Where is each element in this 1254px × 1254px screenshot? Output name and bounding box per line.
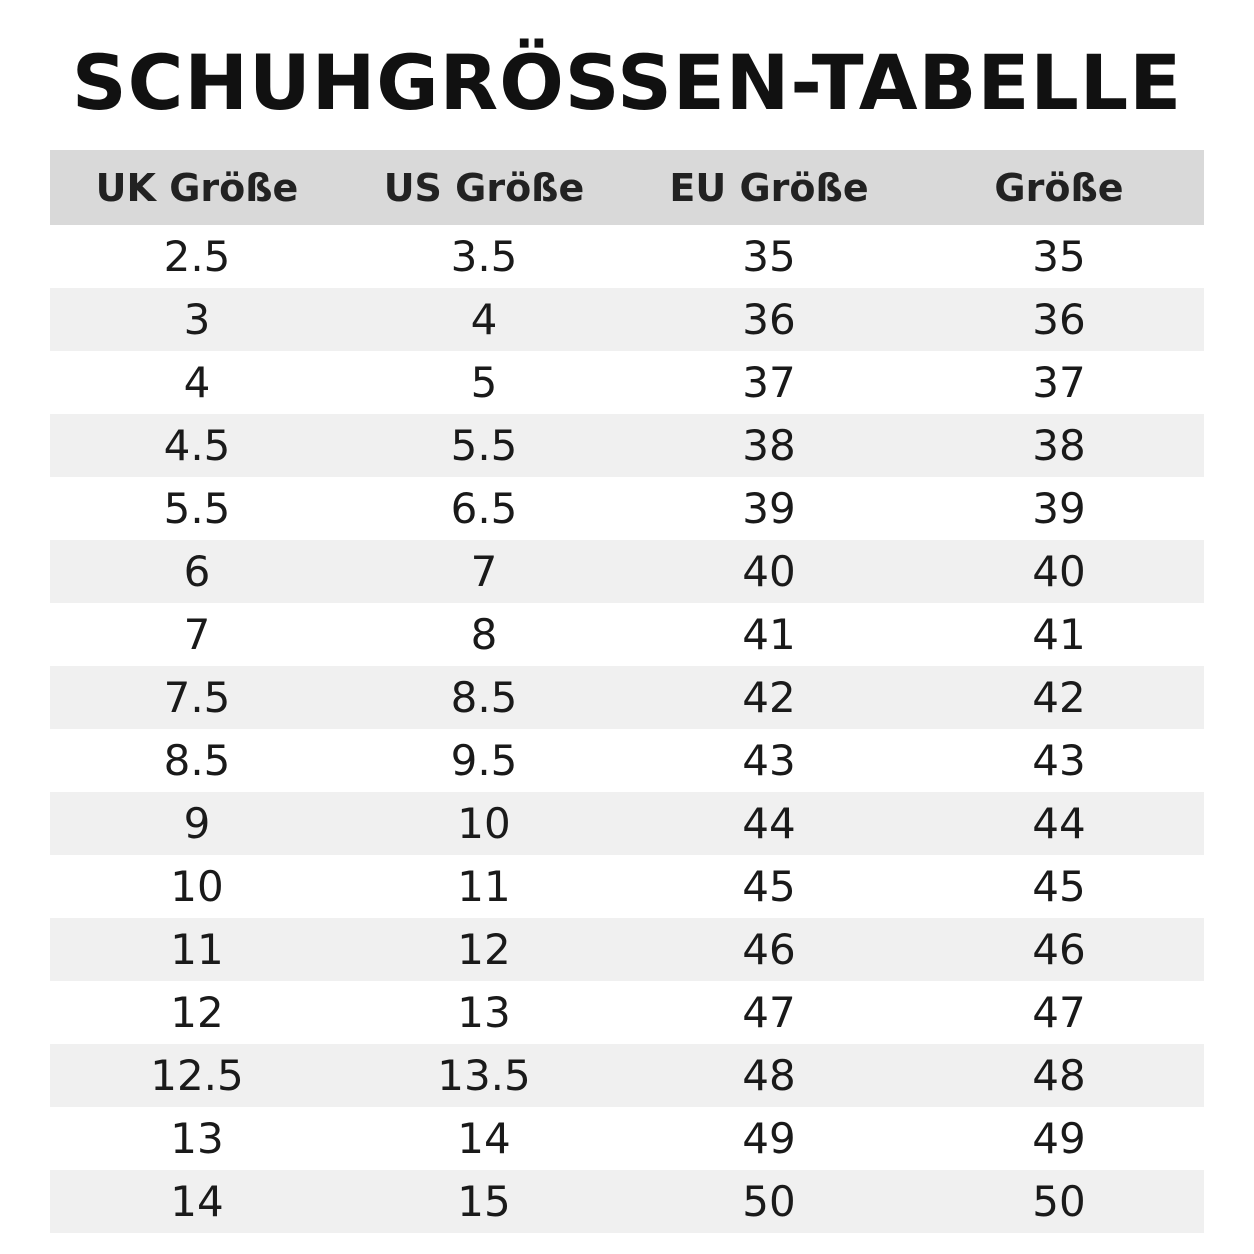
uk-size-cell: 12 (170, 988, 224, 1037)
table-row (50, 1170, 1204, 1233)
eu-size-cell: 49 (742, 1114, 796, 1163)
size-cell: 35 (1032, 232, 1086, 281)
size-cell: 49 (1032, 1114, 1086, 1163)
table-header-row (50, 150, 1204, 225)
uk-size-cell: 8.5 (163, 736, 231, 785)
eu-size-cell: 48 (742, 1051, 796, 1100)
table-row (50, 288, 1204, 351)
us-size-cell: 13.5 (437, 1051, 531, 1100)
eu-size-cell: 43 (742, 736, 796, 785)
table-row (50, 603, 1204, 666)
size-cell: 41 (1032, 610, 1086, 659)
uk-size-cell: 11 (170, 925, 224, 974)
us-size-cell: 8.5 (450, 673, 518, 722)
size-cell: 40 (1032, 547, 1086, 596)
uk-size-cell: 6 (183, 547, 211, 596)
header-eu-size: EU Größe (669, 165, 869, 210)
uk-size-cell: 14 (170, 1177, 224, 1226)
us-size-cell: 7 (470, 547, 498, 596)
size-cell: 38 (1032, 421, 1086, 470)
uk-size-cell: 7 (183, 610, 211, 659)
us-size-cell: 15 (457, 1177, 511, 1226)
uk-size-cell: 3 (183, 295, 211, 344)
us-size-cell: 14 (457, 1114, 511, 1163)
uk-size-cell: 13 (170, 1114, 224, 1163)
us-size-cell: 6.5 (450, 484, 518, 533)
table-row (50, 1044, 1204, 1107)
header-size: Größe (994, 165, 1124, 210)
us-size-cell: 9.5 (450, 736, 518, 785)
size-cell: 42 (1032, 673, 1086, 722)
table-row (50, 729, 1204, 792)
uk-size-cell: 12.5 (150, 1051, 244, 1100)
table-row (50, 540, 1204, 603)
page-title: SCHUHGRÖSSEN-TABELLE (71, 38, 1183, 127)
us-size-cell: 3.5 (450, 232, 518, 281)
table-row (50, 225, 1204, 288)
size-cell: 39 (1032, 484, 1086, 533)
eu-size-cell: 47 (742, 988, 796, 1037)
us-size-cell: 12 (457, 925, 511, 974)
eu-size-cell: 41 (742, 610, 796, 659)
table-row (50, 414, 1204, 477)
uk-size-cell: 4.5 (163, 421, 231, 470)
eu-size-cell: 46 (742, 925, 796, 974)
us-size-cell: 13 (457, 988, 511, 1037)
eu-size-cell: 35 (742, 232, 796, 281)
us-size-cell: 8 (470, 610, 498, 659)
uk-size-cell: 4 (183, 358, 211, 407)
header-uk-size: UK Größe (95, 165, 299, 210)
size-cell: 47 (1032, 988, 1086, 1037)
size-cell: 44 (1032, 799, 1086, 848)
eu-size-cell: 36 (742, 295, 796, 344)
table-row (50, 792, 1204, 855)
us-size-cell: 10 (457, 799, 511, 848)
size-table (50, 150, 1204, 1233)
eu-size-cell: 40 (742, 547, 796, 596)
eu-size-cell: 50 (742, 1177, 796, 1226)
us-size-cell: 5.5 (450, 421, 518, 470)
uk-size-cell: 10 (170, 862, 224, 911)
table-row (50, 981, 1204, 1044)
table-row (50, 918, 1204, 981)
size-cell: 45 (1032, 862, 1086, 911)
size-cell: 36 (1032, 295, 1086, 344)
us-size-cell: 11 (457, 862, 511, 911)
eu-size-cell: 42 (742, 673, 796, 722)
uk-size-cell: 2.5 (163, 232, 231, 281)
table-row (50, 1107, 1204, 1170)
size-cell: 37 (1032, 358, 1086, 407)
uk-size-cell: 9 (183, 799, 211, 848)
table-row (50, 666, 1204, 729)
size-cell: 43 (1032, 736, 1086, 785)
size-cell: 46 (1032, 925, 1086, 974)
eu-size-cell: 38 (742, 421, 796, 470)
us-size-cell: 4 (470, 295, 498, 344)
eu-size-cell: 45 (742, 862, 796, 911)
size-cell: 48 (1032, 1051, 1086, 1100)
table-row (50, 477, 1204, 540)
uk-size-cell: 7.5 (163, 673, 231, 722)
table-row (50, 351, 1204, 414)
us-size-cell: 5 (470, 358, 498, 407)
eu-size-cell: 39 (742, 484, 796, 533)
table-row (50, 855, 1204, 918)
eu-size-cell: 44 (742, 799, 796, 848)
eu-size-cell: 37 (742, 358, 796, 407)
size-cell: 50 (1032, 1177, 1086, 1226)
uk-size-cell: 5.5 (163, 484, 231, 533)
header-us-size: US Größe (383, 165, 585, 210)
